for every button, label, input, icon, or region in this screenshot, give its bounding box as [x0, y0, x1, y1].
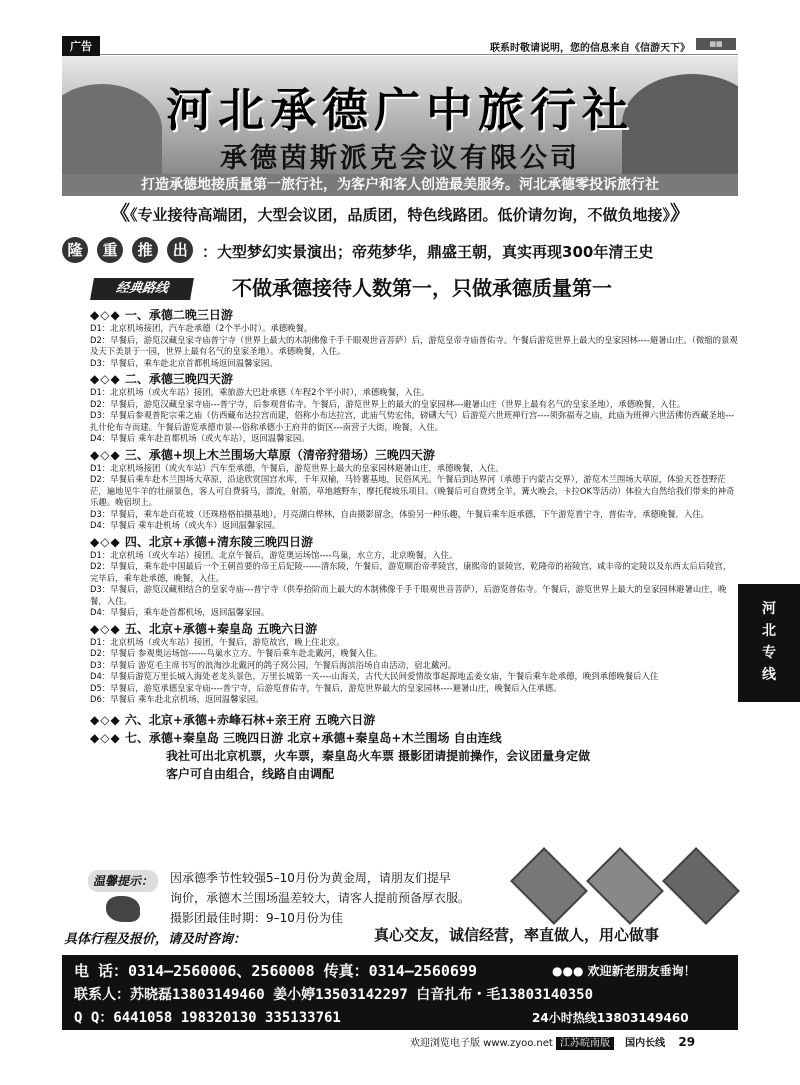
route-day: D4：早餐后，乘车赴首都机场，返回温馨家园。	[90, 607, 270, 617]
route-title: 五、北京+承德+秦皇岛 五晚六日游	[124, 621, 318, 636]
route-item	[90, 371, 738, 445]
route-day: D1：北京机场（或火车站）接团。北京午餐后，游览奥运场馆----鸟巢，水立方，北京晚餐，入住。	[90, 549, 458, 560]
route-day: D2：早餐后，游览汉藏皇家寺庙---普宁寺，后参观普佑寺。午餐后，游览世界上的最大的皇家园林---避暑山庄（世界上最有名气的皇家圣地），承德晚餐，入住。	[90, 398, 686, 409]
highlight-text: ：大型梦幻实景演出；帝苑梦华，鼎盛王朝，真实再现300年清王史	[202, 243, 654, 261]
route-day: D4：早餐后 乘车赴机场（或火车）返回温馨家园。	[90, 520, 281, 530]
route-title: 二、承德三晚四天游	[124, 372, 233, 386]
route-day: D4：早餐后游览万里长城入海处老龙头景色，万里长城第一关----山海关，古代大民间爱情故事起源地孟姜女庙，午餐后乘车赴承德，晚到承德晚餐后入住	[90, 671, 659, 681]
phone-line: 电 话：0314–2560006、2560008 传真：0314–2560699	[74, 962, 478, 980]
highlight-char: 重	[97, 237, 123, 263]
diamond-icon: ◆◇◆	[90, 730, 121, 745]
diamond-icon: ◆◇◆	[90, 447, 121, 462]
extra-line: 客户可自由组合，线路自由调配	[166, 766, 335, 781]
route-item	[90, 447, 738, 532]
route-title: 四、北京+承德+清东陵三晚四日游	[124, 534, 313, 549]
route-item	[90, 712, 738, 728]
highlight-char: 推	[132, 237, 158, 263]
route-item	[90, 534, 738, 619]
grassland-photo-icon	[662, 847, 740, 925]
building-photo-icon	[586, 847, 664, 925]
route-day: D3：早餐后，游览汉藏相结合的皇家寺庙---普宁寺（供奉拾阶而上最大的木制佛像千手千眼观世音菩萨），后游览普佑寺。午餐后，游览世界上最大的皇家园林避暑山庄，晚餐，入住。	[90, 584, 727, 606]
route-day: D2：早餐后 参观奥运场馆------鸟巢水立方。午餐后乘车赴北戴河，晚餐入住。	[90, 648, 383, 658]
section-label: 国内长线	[625, 1038, 666, 1049]
top-bar	[62, 36, 738, 55]
diamond-icon: ◆◇◆	[90, 621, 121, 636]
agency-title: 河北承德广中旅行社	[166, 83, 634, 137]
route-title: 三、承德+坝上木兰围场大草原（清帝狩猎场）三晚四天游	[124, 447, 435, 462]
diamond-icon: ◆◇◆	[90, 372, 121, 386]
tower-photo-icon	[510, 847, 588, 925]
left-bracket-icon: 《	[109, 201, 130, 225]
slogan-bar: 打造承德地接质量第一旅行社，为客户和客人创造最美服务。河北承德零投诉旅行社	[62, 174, 738, 196]
edition-tag: 江苏皖南版	[556, 1037, 614, 1050]
quality-slogan: 不做承德接待人数第一，只做承德质量第一	[232, 276, 612, 300]
route-day: D3：早餐后参观普陀宗乘之庙（仿西藏布达拉宫而建，俗称小布达拉宫，此庙气势宏伟，磅礴大气）后游览六世班禅行宫----须弥福寿之庙，此庙为班禅六世活佛仿西藏圣地---扎什伦布寺而建。午餐后游览承德市景---俗称承德小王府井的街区---南营子大街，晚餐，入住。	[90, 410, 735, 432]
route-title: 一、承德二晚三日游	[124, 308, 233, 322]
browse-text: 欢迎浏览电子版 www.zyoo.net	[410, 1038, 553, 1049]
route-day: D1：北京机场（或火车站）接团，乘旅游大巴赴承德（车程2个半小时），承德晚餐，入住。	[90, 387, 430, 397]
detail-prompt: 具体行程及报价，请及时咨询：	[64, 932, 247, 947]
route-day: D3：早餐后，乘车赴百花坡（还珠格格拍摄基地），月亮湖白桦林，自由摄影留念，体验另一种乐趣，午餐后乘车返承德，下午游览普宁寺，普佑寺，承德晚餐，入住。	[90, 508, 709, 519]
route-item	[90, 307, 738, 369]
route-day: D2：早餐后，游览汉藏皇家寺庙普宁寺（世界上最大的木制佛像千手千眼观世音菩萨）后，游览皇帝寺庙普佑寺。午餐后游览世界上最大的皇家园林----避暑山庄。（微缩的景观及天下美景于一园，世界上最有名气的皇家圣地）。承德晚餐，入住。	[90, 334, 738, 356]
route-day: D1：北京机场接团（或火车站）汽车至承德，午餐后，游览世界上最大的皇家园林避暑山庄，承德晚餐，入住。	[90, 462, 504, 473]
page-footer	[410, 1033, 695, 1051]
page-number: 29	[678, 1035, 696, 1049]
route-title: 六、北京+承德+赤峰石林+亲王府 五晚六日游	[124, 712, 376, 727]
ad-tag: 广告	[62, 36, 100, 56]
contact-people: 联系人：苏晓磊13803149460 姜小婷13503142297 白音扎布・毛13803140350	[74, 987, 594, 1003]
extra-line: 我社可出北京机票，火车票，秦皇岛火车票 摄影团请提前操作，会议团量身定做	[166, 748, 591, 763]
hotline: 24小时热线13803149460	[532, 1011, 689, 1025]
right-bracket-icon: 》	[670, 201, 690, 225]
header-banner	[62, 56, 738, 174]
route-day: D5：早餐后，游览承德皇家寺庙----普宁寺，后游览普佑寺，午餐后，游览世界最大的皇家园林----避暑山庄，晚餐后入住承德。	[90, 682, 562, 693]
route-item	[90, 621, 738, 706]
route-title: 七、承德+秦皇岛 三晚四日游 北京+承德+秦皇岛+木兰围场 自由连线	[124, 730, 502, 745]
service-quote: 《《专业接待高端团，大型会议团，品质团，特色线路团。低价请勿询，不做负地接》》	[109, 201, 690, 225]
publisher-logo-icon: ▦▦	[696, 38, 736, 50]
route-day: D2：早餐后乘车赴木兰围场大草原，沿途欣赏国宫水库，千年双榆，马铃薯基地，民俗风光。午餐后到达界河（承德于内蒙古交界），游览木兰围场大草原，体验天苍苍野茫茫，遍地见牛羊的壮丽景色，客人可自费骑马，漂流，射箭，草地越野车，摩托爬坡乐项目。（晚餐后可自费烤全羊，篝火晚会，卡拉OK等活动）体验大自然给我们带来的神奇乐趣。晚宿坝上。	[90, 474, 735, 507]
diamond-icon: ◆◇◆	[90, 712, 121, 727]
contact-panel	[62, 955, 738, 1030]
route-day: D1：北京机场接团，汽车赴承德（2个半小时）。承德晚餐。	[90, 323, 313, 333]
contact-note: 联系时敬请说明，您的信息来自《信游天下》	[490, 43, 690, 54]
route-day: D3：早餐后，乘车赴北京首都机场返回温馨家园。	[90, 357, 278, 368]
highlight-row	[62, 237, 738, 269]
classic-routes-label: 经典路线	[90, 278, 194, 300]
highlight-char: 隆	[62, 237, 88, 263]
route-day: D1：北京机场（或火车站）接团，午餐后，游览故宫，晚上住北京。	[90, 636, 345, 647]
qq-line: Q Q：6441058 198320130 335133761	[74, 1010, 341, 1026]
tip-text: 因承德季节性较强5–10月份为黄金周，请朋友们提早 询价，承德木兰围场温差较大，请客人提前预备厚衣服。 摄影团最佳时期：9–10月份为佳	[170, 871, 471, 925]
route-day: D2：早餐后，乘车赴中国最后一个王朝首要的帝王后妃陵------清东陵，午餐后，游览顺治帝孝陵宫，康熙帝的景陵宫，乾隆帝的裕陵宫，咸丰帝的定陵以及东西太后后陵宫，完毕后，乘车赴承德，晚餐，入住。	[90, 561, 732, 583]
welcome-text: ●●● 欢迎新老朋友垂询！	[552, 964, 696, 978]
side-tab-hebei-line: 河 北 专 线	[738, 584, 800, 702]
tip-section	[62, 858, 738, 953]
map-icon	[106, 896, 140, 922]
route-day: D3：早餐后 游览毛主席书写的浪淘沙北戴河的鸽子窝公园，午餐后海滨浴场自由活动，宿北戴河。	[90, 659, 457, 670]
highlight-char: 出	[167, 237, 193, 263]
diamond-icon: ◆◇◆	[90, 534, 121, 549]
tip-badge: 温馨提示：	[88, 870, 158, 892]
diamond-icon: ◆◇◆	[90, 308, 121, 322]
honest-slogan: 真心交友，诚信经营，率直做人，用心做事	[374, 926, 660, 944]
route-day: D4：早餐后 乘车赴首都机场（或火车站），返回温馨家园。	[90, 433, 310, 443]
company-subtitle: 承德茵斯派克会议有限公司	[220, 143, 580, 174]
route-item	[90, 730, 738, 746]
route-day: D6：早餐后 乘车赴北京机场，返回温馨家园。	[90, 694, 264, 704]
route-list	[90, 305, 738, 782]
